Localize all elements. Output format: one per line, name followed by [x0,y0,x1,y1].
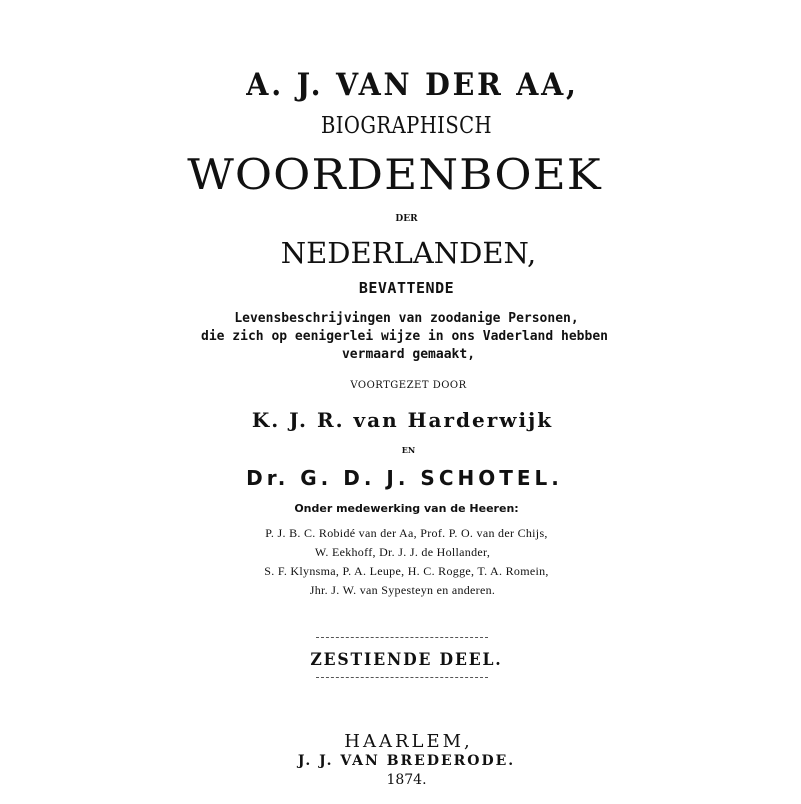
author-name: A. J. VAN DER AA, [246,67,579,103]
editor-harderwijk: K. J. R. van Harderwijk [251,408,554,432]
publication-year: 1874. [386,772,427,788]
description-line: die zich op eenigerlei wijze in ons Vaderland hebben [201,329,608,344]
publication-city: HAARLEM, [344,731,473,752]
contributors-line: P. J. B. C. Robidé van der Aa, Prof. P. O. van der Chijs, [265,526,548,540]
and-label: EN [401,445,416,455]
volume-label: ZESTIENDE DEEL. [310,650,503,670]
ornamental-rule-top [316,637,488,638]
connector-der: DER [395,214,418,224]
collaboration-label: Onder medewerking van de Heeren: [294,502,519,515]
description-line: vermaard gemaakt, [341,347,476,362]
main-title: WOORDENBOEK [187,150,602,199]
continued-by-label: VOORTGEZET DOOR [350,380,467,391]
bevattende-label: BEVATTENDE [358,279,455,297]
subtitle: BIOGRAPHISCH [320,113,493,139]
contributors-line: Jhr. J. W. van Sypesteyn en anderen. [309,583,496,597]
country-title: NEDERLANDEN, [280,236,537,270]
editor-schotel: Dr. G. D. J. SCHOTEL. [246,466,563,490]
contributors-line: W. Eekhoff, Dr. J. J. de Hollander, [314,545,491,559]
contributors-line: S. F. Klynsma, P. A. Leupe, H. C. Rogge, T. A. Romein, [264,564,549,578]
publisher-name: J. J. VAN BREDERODE. [297,753,516,769]
ornamental-rule-bottom [316,677,488,678]
description-line: Levensbeschrijvingen van zoodanige Personen, [234,311,579,326]
